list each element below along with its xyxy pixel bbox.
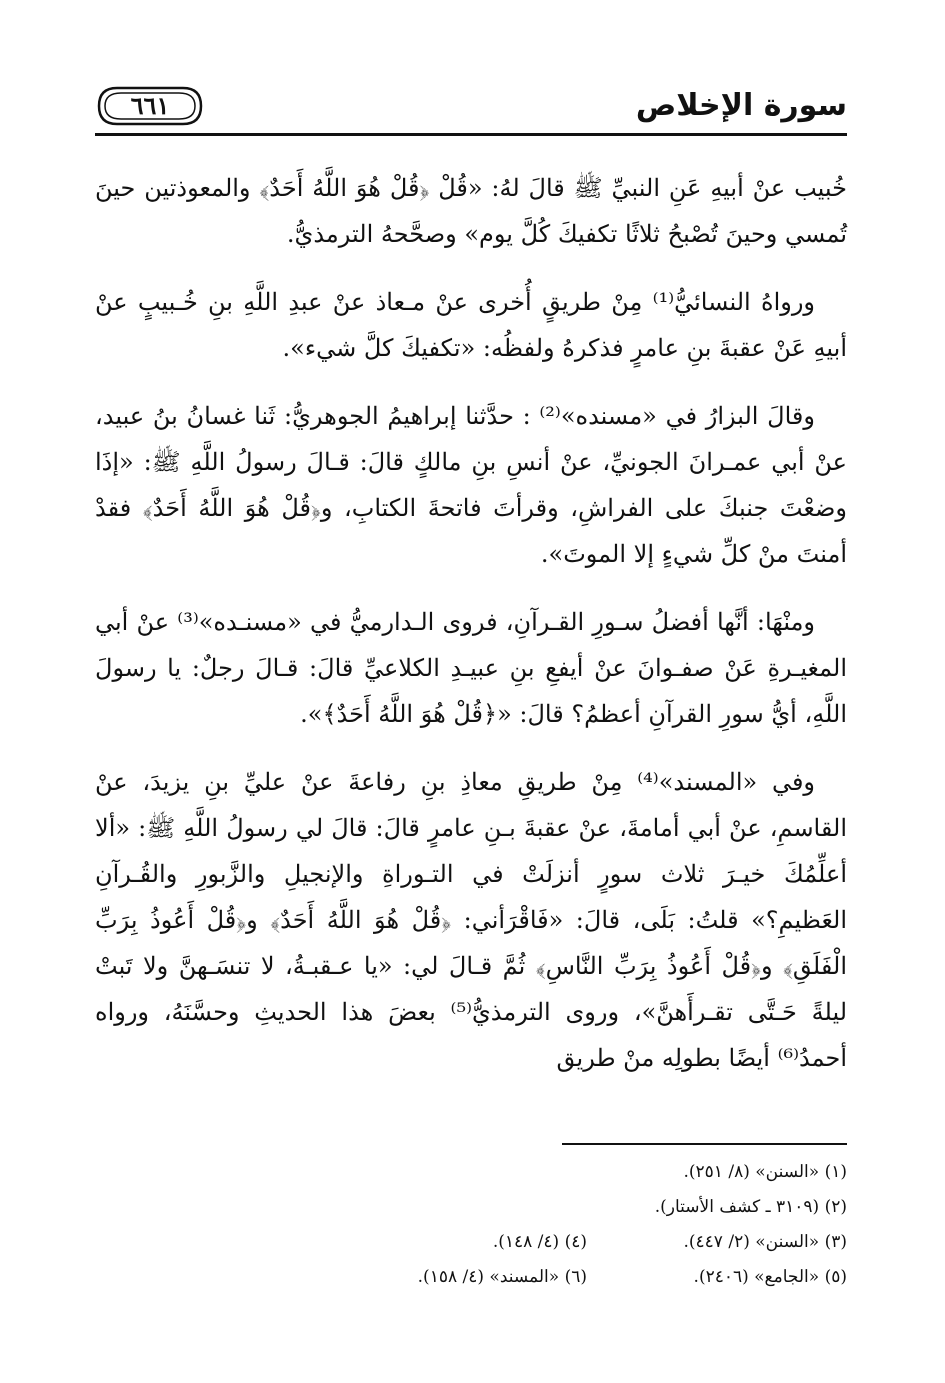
footnotes [95,1155,847,1295]
footnote-5: (٥) «الجامع» (٢٤٠٦). [693,1267,847,1287]
page-header [95,78,847,140]
footnote-4: (٤) (٤/ ١٤٨). [492,1232,587,1252]
footnote-2: (٢) (٣١٠٩ ـ كشف الأستار). [654,1197,847,1217]
paragraph-5: وفي «المسند»⁽⁴⁾ مِنْ طريقِ معاذِ بنِ رفاعةَ عنْ عليِّ بنِ يزيدَ، عنْ القاسمِ، عنْ أبي أمامةَ، عنْ عقبةَ بـنِ عامرٍ قالَ: قالَ لي رسولُ اللَّهِ ﷺ: «ألا أعلِّمُكَ خيـرَ ثلاث سورٍ أنزلَتْ في التـوراةِ والإنجيلِ والزَّبورِ والقُـرآنِ العَظيمِ؟» قلتُ: بَلَى، قالَ: «فَاقْرَأني: ﴿قُلْ هُوَ اللَّهُ أَحَدٌ﴾ و﴿قُلْ أَعُوذُ بِرَبِّ الْفَلَقِ﴾ و﴿قُلْ أَعُوذُ بِرَبِّ النَّاسِ﴾ ثُمَّ قـالَ لي: «يا عـقبـةُ، لا تنسَـهنَّ ولا تَبتْ ليلةً حَـتَّى تقـرأَهنَّ»، وروى الترمذيُّ⁽⁵⁾ بعضَ هذا الحديثِ وحسَّنَهُ، ورواه أحمدُ⁽⁶⁾ أيضًا بطولِه منْ طريق [95,768,848,1072]
paragraph-3: وقالَ البزارُ في «مسنده»⁽²⁾ : حدَّثنا إبراهيمُ الجوهريُّ: ثَنا غسانُ بنُ عبيد، عنْ أبي عمـرانَ الجونيِّ، عنْ أنسِ بنِ مالكٍ قالَ: قـالَ رسولُ اللَّهِ ﷺ: «إذَا وضعْتَ جنبكَ على الفراشِ، وقرأتَ فاتحةَ الكتابِ، و﴿قُلْ هُوَ اللَّهُ أَحَدٌ﴾ فقدْ أمنتَ منْ كلِّ شيءٍ إلا الموتَ». [95,402,848,568]
footnote-row-5-6 [95,1260,847,1295]
footnote-divider [562,1143,847,1145]
page-number: ٦٦١ [130,91,170,120]
paragraph-2: ورواهُ النسائيُّ⁽¹⁾ مِنْ طريقٍ أُخرى عنْ مـعاذ عنْ عبدِ اللَّهِ بنِ خُـبيبٍ عنْ أبيهِ عَنْ عقبةَ بنِ عامرٍ فذكرهُ ولفظُه: «تكفيكَ كلَّ شيء». [95,288,847,362]
paragraph-1: خُبيب عنْ أبيهِ عَنِ النبيِّ ﷺ قالَ لهُ: «قُلْ ﴿قُلْ هُوَ اللَّهُ أَحَدٌ﴾ والمعوذتين حينَ تُمسي وحينَ تُصْبحُ ثلاثًا تكفيكَ كُلَّ يوم» وصحَّحهُ الترمذيُّ. [95,174,847,248]
main-text [95,165,847,1103]
footnote-row-3-4 [95,1225,847,1260]
footnote-6: (٦) «المسند» (٤/ ١٥٨). [417,1267,587,1287]
page-number-badge [97,86,203,126]
surah-title: سورة الإخلاص [635,88,847,123]
footnote-3: (٣) «السنن» (٢/ ٤٤٧). [683,1232,847,1252]
paragraph-4: ومنْهَا: أنَّها أفضلُ سـورِ القـرآنِ، فروى الـدارميُّ في «مسنـده»⁽³⁾ عنْ أبي المغيـرةِ عَنْ صفـوانَ عنْ أيفعِ بنِ عبيـدِ الكلاعيِّ قالَ: قـالَ رجلٌ: يا رسولَ اللَّهِ، أيُّ سورِ القرآنِ أعظمُ؟ قالَ: «﴿قُلْ هُوَ اللَّهُ أَحَدٌ﴾». [95,608,847,728]
footnote-1: (١) «السنن» (٨/ ٢٥١). [683,1162,847,1182]
header-divider [95,133,847,136]
